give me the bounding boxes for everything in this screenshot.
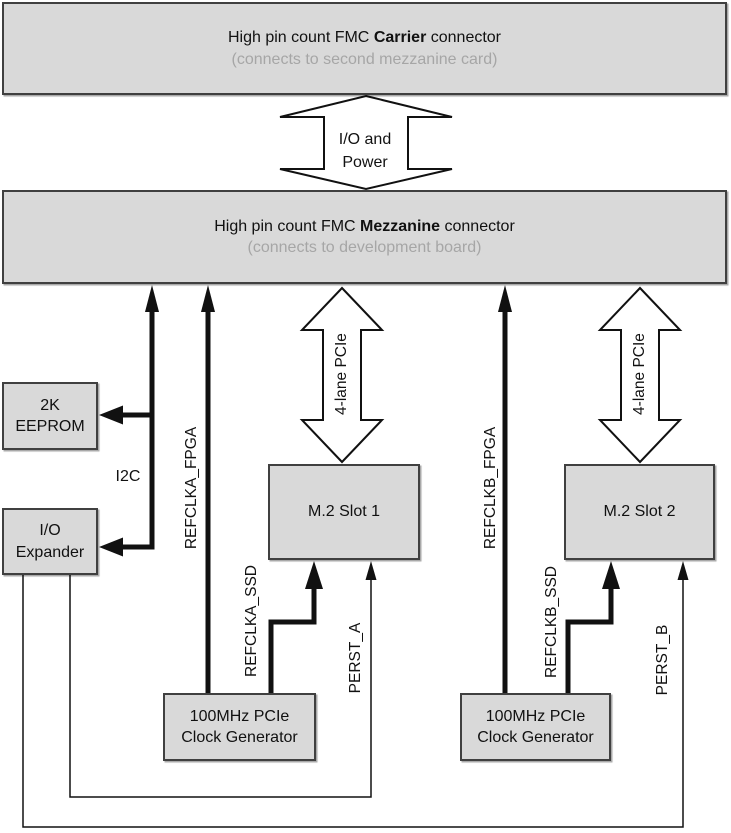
carrier-connector-title: High pin count FMC Carrier connector xyxy=(227,29,502,47)
mezzanine-connector-box xyxy=(2,190,727,284)
io-power-arrow-label xyxy=(322,118,408,184)
io-expander-box xyxy=(2,508,98,575)
clock-generator2-box xyxy=(460,693,611,761)
eeprom-label-line2: EEPROM xyxy=(15,418,85,435)
mezzanine-connector-title: High pin count FMC Mezzanine connector xyxy=(214,217,515,235)
m2-slot2-label: M.2 Slot 2 xyxy=(603,503,676,521)
refclka-fpga-arrowhead xyxy=(201,285,215,312)
i2c-bus-line xyxy=(112,308,152,547)
io-expander-label-line2: Expander xyxy=(15,543,85,561)
mezzanine-connector-subtitle: (connects to development board) xyxy=(247,239,482,256)
io-power-label-line1: I/O and xyxy=(338,130,392,148)
eeprom-label-line1: 2K xyxy=(40,396,60,414)
i2c-eeprom-arrowhead xyxy=(99,406,123,425)
refclkb-fpga-arrowhead xyxy=(498,285,512,312)
refclka-ssd-arrowhead xyxy=(305,561,323,589)
refclka-ssd-label: REFCLKA_SSD xyxy=(243,565,260,677)
refclkb-ssd-label: REFCLKB_SSD xyxy=(543,566,560,678)
eeprom-box xyxy=(2,382,98,450)
perst-a-label: PERST_A xyxy=(347,622,364,694)
i2c-ioexpander-arrowhead xyxy=(99,538,123,557)
pcie-right-label: 4-lane PCIe xyxy=(631,333,648,415)
refclkb-fpga-label: REFCLKB_FPGA xyxy=(482,426,499,550)
m2-slot1-label: M.2 Slot 1 xyxy=(307,503,381,521)
m2-slot2-box xyxy=(564,464,715,560)
perst-a-arrowhead xyxy=(366,561,377,580)
i2c-up-arrowhead xyxy=(145,285,159,312)
clock-generator1-label-line2: Clock Generator xyxy=(181,729,298,746)
refclkb-ssd-line xyxy=(568,586,611,693)
perst-a-line xyxy=(70,573,371,797)
carrier-connector-box xyxy=(2,2,727,95)
pcie-left-label: 4-lane PCIe xyxy=(333,333,350,415)
refclka-ssd-line xyxy=(271,586,314,693)
clock-generator1-label-line1: 100MHz PCIe xyxy=(189,707,290,725)
perst-b-arrowhead xyxy=(678,561,689,580)
i2c-label: I2C xyxy=(115,468,141,485)
clock-generator2-label-line1: 100MHz PCIe xyxy=(485,707,586,725)
clock-generator1-box xyxy=(163,693,316,761)
refclkb-ssd-arrowhead xyxy=(602,561,620,589)
io-expander-label-line1: I/O xyxy=(39,522,61,540)
refclka-fpga-label: REFCLKA_FPGA xyxy=(183,426,200,550)
clock-generator2-label-line2: Clock Generator xyxy=(477,729,594,746)
perst-b-label: PERST_B xyxy=(654,624,671,696)
io-power-label-line2: Power xyxy=(342,154,388,171)
carrier-connector-subtitle: (connects to second mezzanine card) xyxy=(231,50,498,68)
m2-slot1-box xyxy=(268,464,420,560)
